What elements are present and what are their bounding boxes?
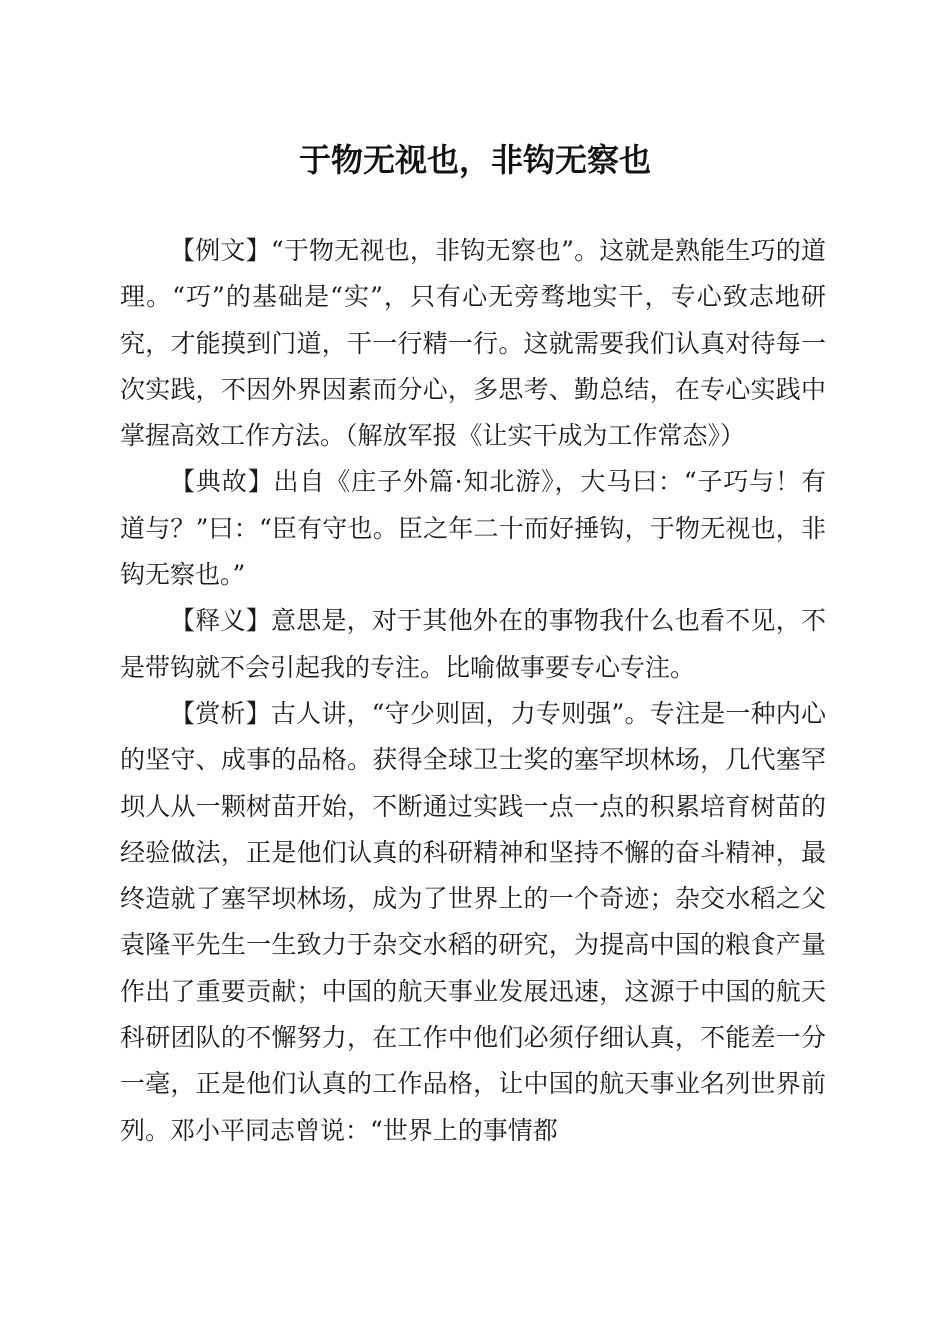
paragraph-text: 古人讲，“守少则固，力专则强”。专注是一种内心的坚守、成事的品格。获得全球卫士奖的塞罕坝林场，几代塞罕坝人从一颗树苗开始，不断通过实践一点一点的积累培育树苗的经验做法，正是他们认真的科研精神和坚持不懈的奋斗精神，最终造就了塞罕坝林场，成为了世界上的一个奇迹；杂交水稻之父袁隆平先生一生致力于杂交水稻的研究，为提高中国的粮食产量作出了重要贡献；中国的航天事业发展迅速，这源于中国的航天科研团队的不懈努力，在工作中他们必须仔细认真，不能差一分一毫，正是他们认真的工作品格，让中国的航天事业名列世界前列。邓小平同志曾说：“世界上的事情都 <box>120 698 826 1145</box>
paragraph-text: 意思是，对于其他外在的事物我什么也看不见，不是带钩就不会引起我的专注。比喻做事要专心专注。 <box>120 606 826 682</box>
paragraph-text: “于物无视也，非钩无察也”。这就是熟能生巧的道理。“巧”的基础是“实”，只有心无旁骛地实干，专心致志地研究，才能摸到门道，干一行精一行。这就需要我们认真对待每一次实践，不因外界因素而分心，多思考、勤总结，在专心实践中掌握高效工作方法。（解放军报《让实干成为工作常态》） <box>120 236 826 451</box>
paragraph-allusion <box>120 459 826 598</box>
paragraph-tag: 【典故】 <box>170 467 274 497</box>
document-title: 于物无视也，非钩无察也 <box>298 141 651 179</box>
paragraph-text: 出自《庄子外篇·知北游》，大马曰：“子巧与！有道与？”曰：“臣有守也。臣之年二十而好捶钩，于物无视也，非钩无察也。” <box>120 467 826 590</box>
paragraph-appreciation <box>120 691 826 1154</box>
document-body <box>120 228 826 1154</box>
paragraph-meaning <box>120 598 826 691</box>
paragraph-example <box>120 228 826 459</box>
paragraph-tag: 【释义】 <box>170 606 271 636</box>
paragraph-tag: 【例文】 <box>170 236 271 265</box>
paragraph-tag: 【赏析】 <box>170 698 271 728</box>
